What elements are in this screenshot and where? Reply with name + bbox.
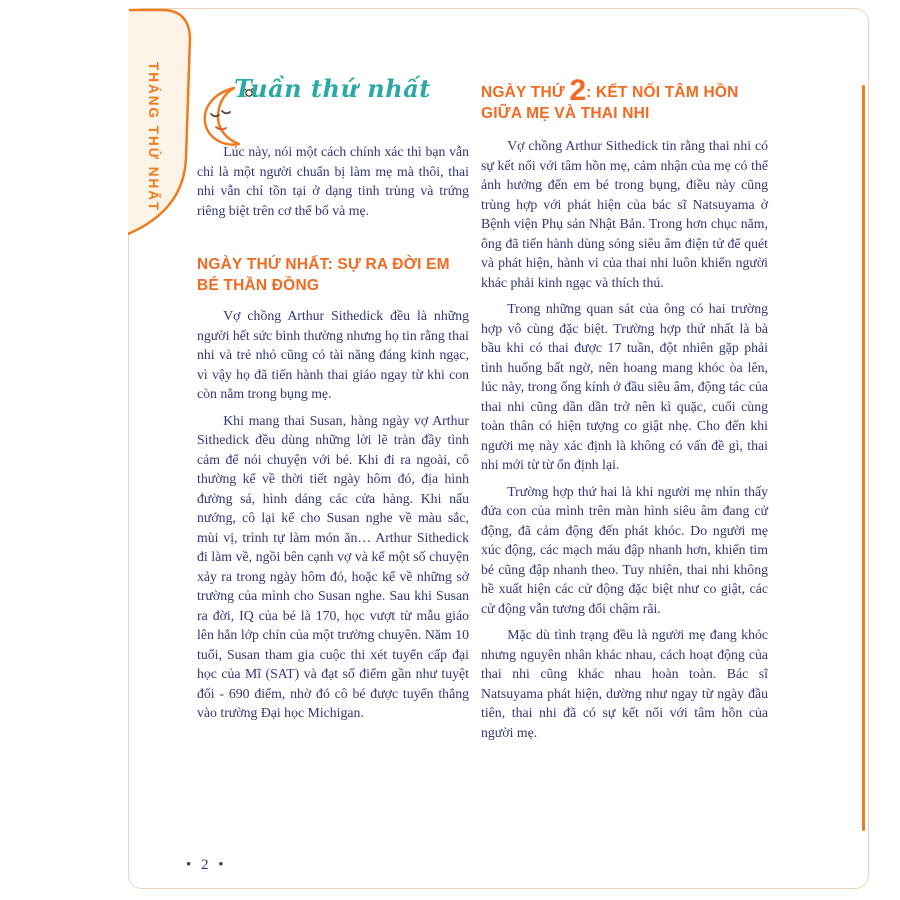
month-tab [128, 8, 198, 240]
day1-paragraph-1: Vợ chồng Arthur Sithedick đều là những người hết sức bình thường nhưng họ tin rằng thai nhi và trẻ nhỏ cũng có tài năng đáng kinh ngạc, vì vậy họ đã tiến hành thai giáo ngay từ khi con còn nằm trong bụng mẹ. [197, 308, 469, 401]
day2-paragraph-4: Mặc dù tình trạng đều là người mẹ đang khóc nhưng nguyên nhân khác nhau, cách hoạt động của thai nhi cũng khác nhau hoàn toàn. Bác sĩ Natsuyama phát hiện, dường như ngay từ ngày đầu tiên, thai nhi đã có sự kết nối với tâm hồn của người mẹ. [481, 627, 768, 740]
month-tab-shape [128, 8, 198, 240]
day2-heading-number: 2 [569, 74, 587, 107]
right-edge-rule [862, 85, 865, 831]
day2-paragraph-3: Trường hợp thứ hai là khi người mẹ nhìn thấy đứa con của mình trên màn hình siêu âm đang cử động, đã cảm động đến phát khóc. Do người mẹ xúc động, các mạch máu đập nhanh hơn, khiến tim bé cũng đập nhanh theo. Tuy nhiên, thai nhi không hề xuất hiện các cử động đặc biệt như co giật, các cử động vẫn tương đối chậm rãi. [481, 483, 768, 616]
day2-heading-prefix: NGÀY THỨ [481, 84, 570, 101]
day2-paragraph-2: Trong những quan sát của ông có hai trường hợp vô cùng đặc biệt. Trường hợp thứ nhất là bà bầu khi có thai được 17 tuần, đột nhiên gặp phải tình huống bất ngờ, nên hoang mang khóc òa lên, lúc này, trong ống kính ở đầu siêu âm, động tác của thai nhi cũng dần dần trở nên kì quặc, cuối cùng toàn thân có hiện tượng co giật nhẹ. Cho đến khi người mẹ này xác định là không có vấn đề gì, thai nhi mới từ từ ổn định lại. [481, 301, 768, 472]
day2-heading-suffix: : KẾT NỐI TÂM HỒN GIỮA MẸ VÀ THAI NHI [481, 84, 739, 122]
week-title: Tuần thứ nhất [234, 74, 431, 103]
day2-paragraph-1: Vợ chồng Arthur Sithedick tin rằng thai nhi có sự kết nối với tâm hồn mẹ, cảm nhận của mẹ có thể ảnh hưởng đến em bé trong bụng, điều này cũng trùng hợp với phát hiện của bác sĩ Natsuyama ở Bệnh viện Phụ sản Nhật Bản. Trong hơn chục năm, ông đã tiến hành dùng sóng siêu âm điện tử để quét và phát hiện, hành vi của thai nhi luôn khiến người khác phải kinh ngạc và thích thú. [481, 138, 768, 290]
right-column [481, 74, 768, 749]
day1-heading: NGÀY THỨ NHẤT: SỰ RA ĐỜI EM BÉ THẦN ĐỒNG [197, 256, 450, 294]
month-tab-label: THÁNG THỨ NHẤT [146, 62, 161, 213]
day2-heading [481, 74, 768, 124]
day1-paragraph-2: Khi mang thai Susan, hàng ngày vợ Arthur Sithedick đều dùng những lời lẽ tràn đầy tình cảm để nói chuyện với bé. Khi đi ra ngoài, cô thường kể về thời tiết ngày hôm đó, địa hình đường sá, hình dáng các cửa hàng. Khi nấu nướng, cô lại kể cho Susan nghe về màu sắc, mùi vị, trình tự làm món ăn… Arthur Sithedick đi làm về, ngồi bên cạnh vợ và kể một số chuyện xảy ra trong ngày hôm đó, hoặc kể về những sở trường của mình cho Susan nghe. Sau khi Susan ra đời, IQ của bé là 170, học vượt từ mẫu giáo lên hẳn lớp chín của một trường chuyên. Năm 10 tuổi, Susan tham gia cuộc thi xét tuyển cấp đại học của Mĩ (SAT) và đạt số điểm gần như tuyệt đối - 690 điểm, nhờ đó cô bé được tuyển thẳng vào trường Đại học Michigan. [197, 412, 469, 720]
intro-paragraph: Lúc này, nói một cách chính xác thì bạn vẫn chỉ là một người chuẩn bị làm mẹ mà thôi, thai nhi vẫn chỉ tồn tại ở dạng tinh trùng và trứng riêng biệt trên cơ thể bố và mẹ. [197, 144, 469, 218]
page-number: • 2 • [186, 857, 227, 873]
left-column [197, 142, 469, 730]
